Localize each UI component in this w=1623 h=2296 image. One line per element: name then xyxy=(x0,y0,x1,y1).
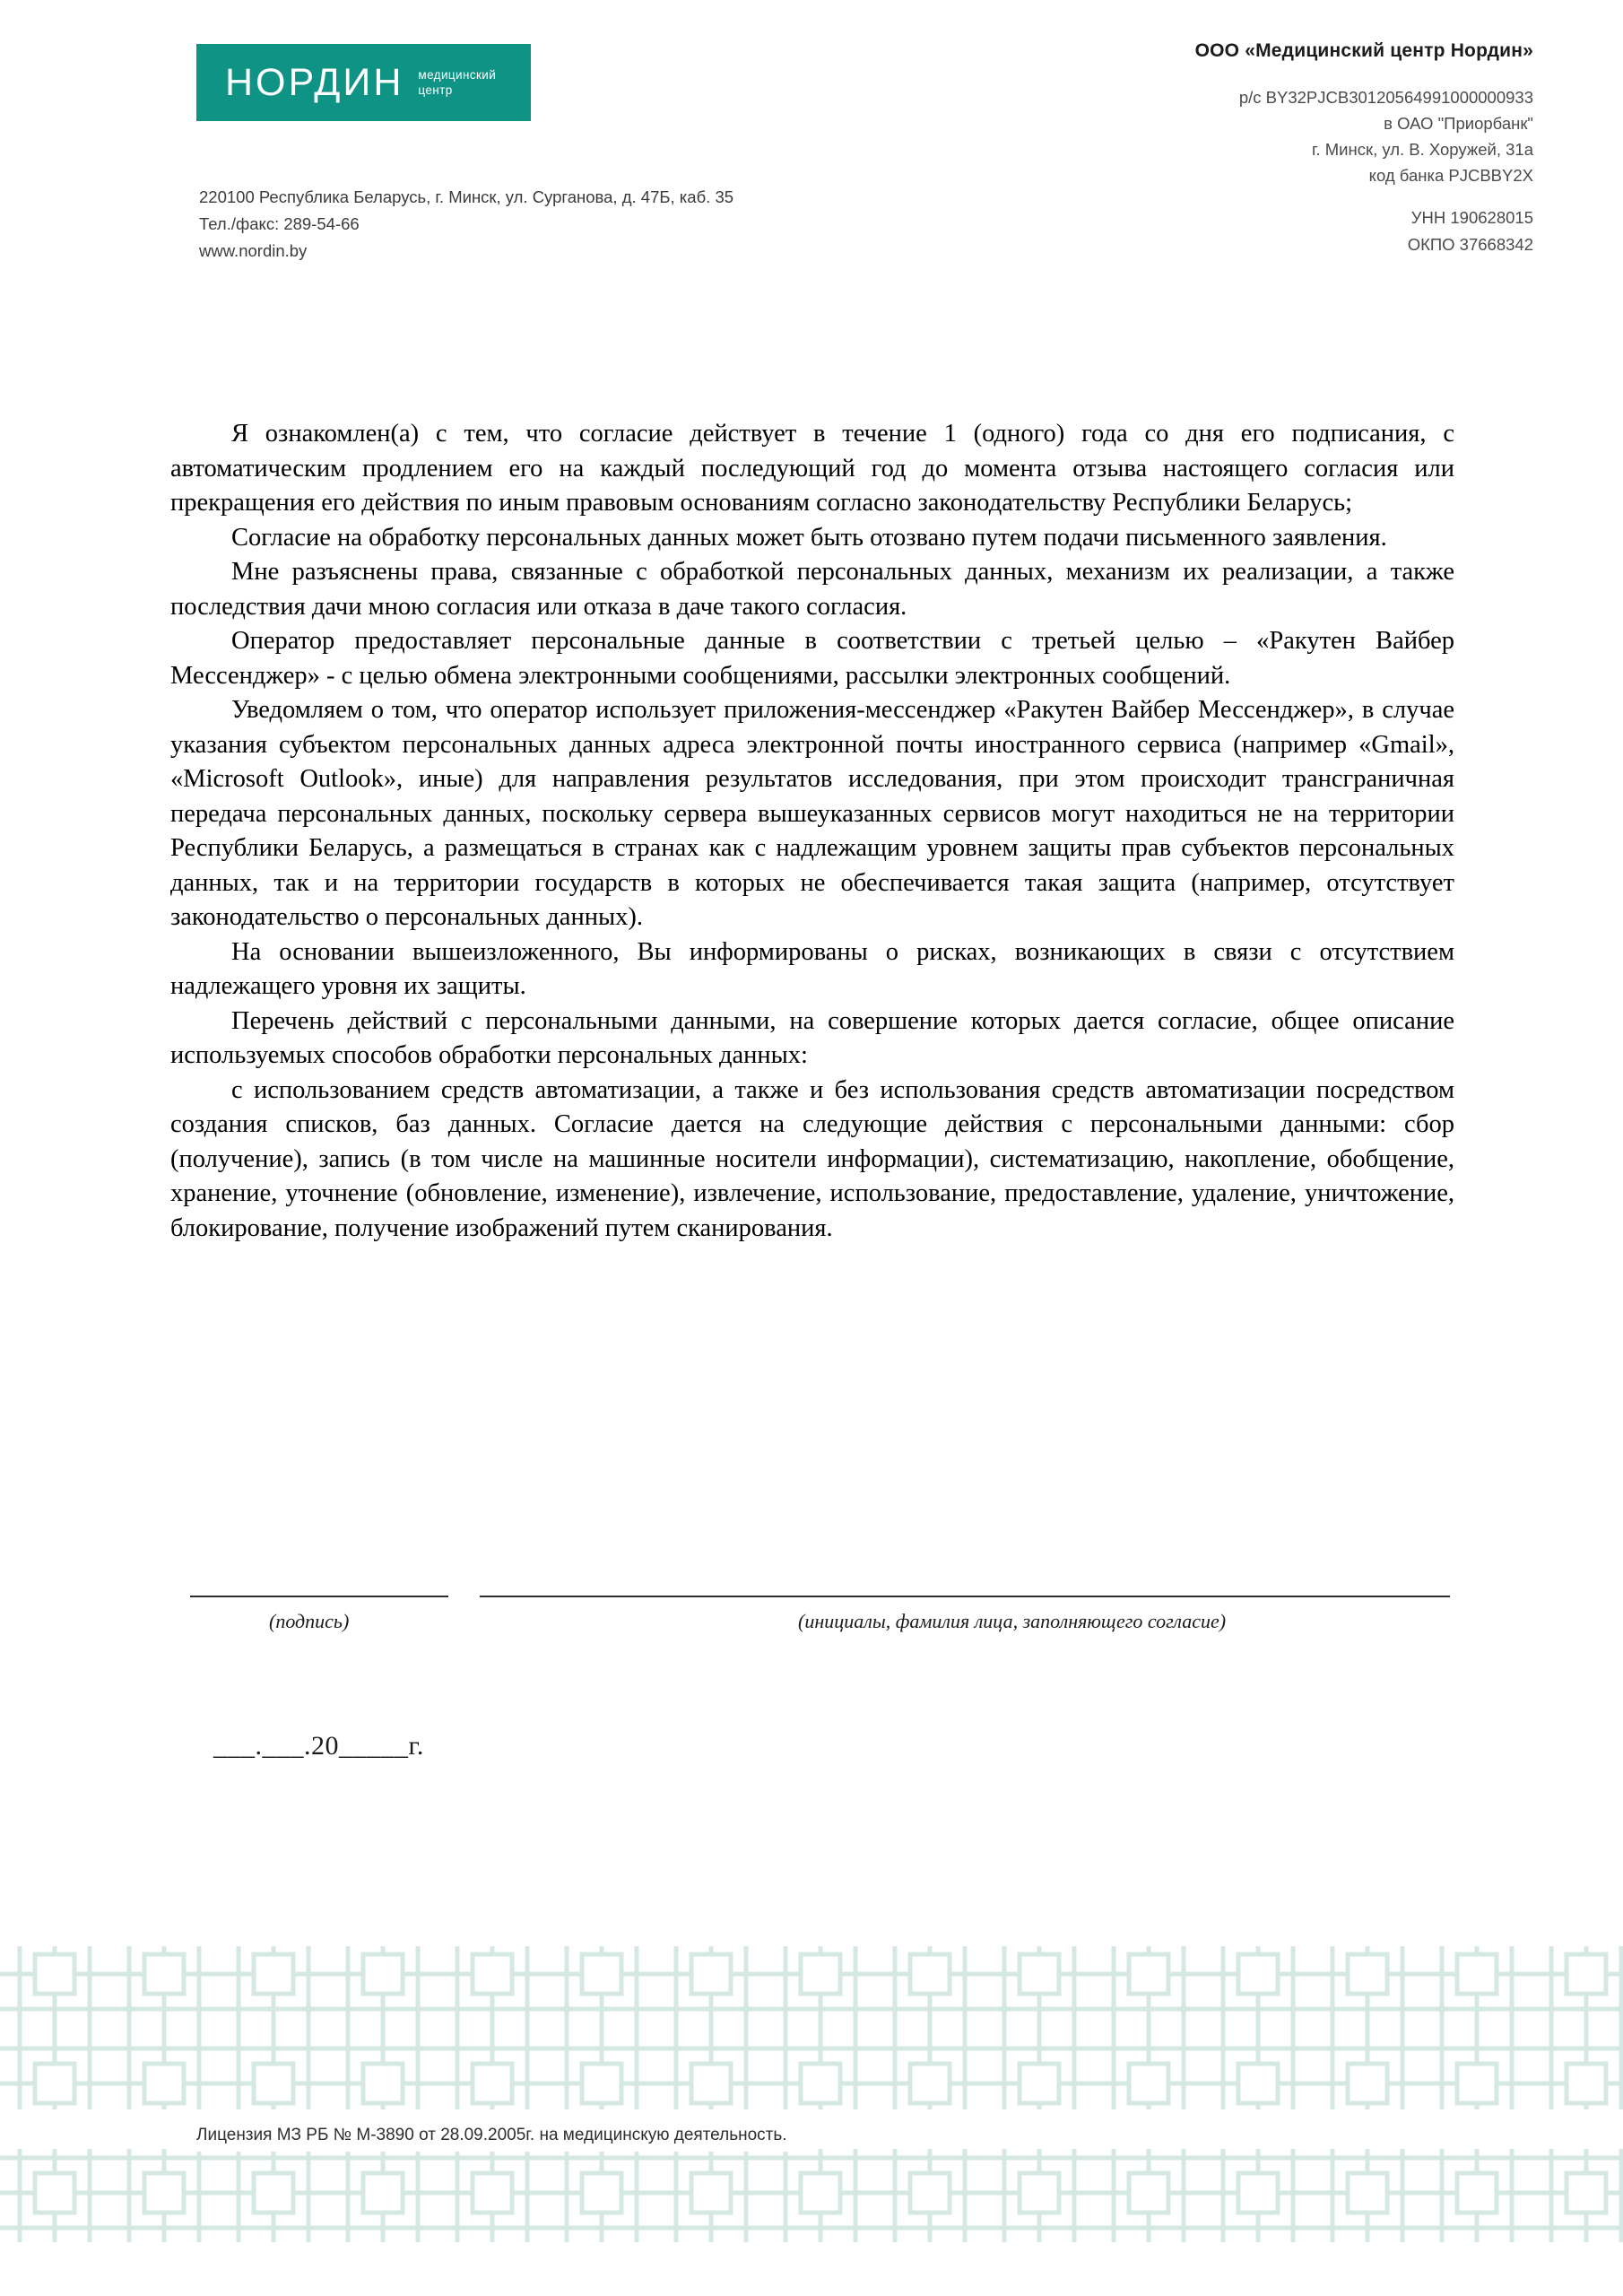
company-address-block xyxy=(199,184,733,265)
address-line: 220100 Республика Беларусь, г. Минск, ул. Сурганова, д. 47Б, каб. 35 xyxy=(199,187,734,206)
signature-captions xyxy=(170,1605,1454,1640)
logo-subtitle xyxy=(418,67,496,99)
company-bank-block xyxy=(1195,40,1533,188)
signature-area xyxy=(170,1574,1454,1640)
company-name: ООО «Медицинский центр Нордин» xyxy=(1194,40,1533,61)
full-name-line[interactable] xyxy=(480,1596,1450,1597)
paragraph: Перечень действий с персональными данными, на совершение которых дается согласие, общее описание используемых способов обработки персональных данных: xyxy=(170,1006,1454,1069)
date-field[interactable]: ___.___.20_____г. xyxy=(213,1731,424,1761)
bank-code: код банка PJCBBY2X xyxy=(1368,165,1533,185)
logo-subtitle-line2: центр xyxy=(418,83,453,97)
signature-line[interactable] xyxy=(190,1596,448,1597)
company-registration-block xyxy=(1408,204,1533,258)
paragraph: Уведомляем о том, что оператор использует приложения-мессенджер «Ракутен Вайбер Мессенджер», в случае указания субъектом персональных данных адреса электронной почты иностранного сервиса (например «Gmail», «Microsoft Outlook», иные) для направления результатов исследования, при этом происходит трансграничная передача персональных данных, поскольку сервера вышеуказанных сервисов могут находиться не на территории Республики Беларусь, а размещаться в странах как с надлежащим уровнем защиты прав субъектов персональных данных, так и на территории государств в которых не обеспечивается такая защита (например, отсутствует законодательство о персональных данных). xyxy=(170,696,1454,931)
bank-name: в ОАО "Приорбанк" xyxy=(1384,113,1533,133)
signature-rules xyxy=(170,1574,1454,1605)
paragraph: Мне разъяснены права, связанные с обработкой персональных данных, механизм их реализации, а также последствия дачи мною согласия или отказа в даче такого согласия. xyxy=(170,558,1454,621)
logo-wordmark: НОРДИН xyxy=(225,60,404,104)
website-line[interactable]: www.nordin.by xyxy=(199,240,308,260)
paragraph: Оператор предоставляет персональные данные в соответствии с третьей целью – «Ракутен Вайбер Мессенджер» - с целью обмена электронными сообщениями, рассылки электронных сообщений. xyxy=(170,627,1454,690)
signature-caption: (подпись) xyxy=(269,1610,350,1632)
document-body xyxy=(170,417,1454,1246)
decorative-pattern xyxy=(0,1919,1623,2296)
full-name-caption: (инициалы, фамилия лица, заполняющего согласие) xyxy=(798,1610,1227,1632)
phone-line: Тел./факс: 289-54-66 xyxy=(199,213,360,233)
unn-number: УНН 190628015 xyxy=(1410,208,1533,227)
paragraph: На основании вышеизложенного, Вы информированы о рисках, возникающих в связи с отсутствием надлежащего уровня их защиты. xyxy=(170,937,1454,1000)
paragraph: Я ознакомлен(а) с тем, что согласие действует в течение 1 (одного) года со дня его подписания, с автоматическим продлением его на каждый последующий год до момента отзыва настоящего согласия или прекращения его действия по иным правовым основаниям согласно законодательству Республики Беларусь; xyxy=(170,420,1454,517)
bank-account: р/с BY32PJCB30120564991000000933 xyxy=(1238,88,1533,107)
paragraph: Согласие на обработку персональных данных может быть отозвано путем подачи письменного заявления. xyxy=(231,523,1387,552)
logo-subtitle-line1: медицинский xyxy=(418,67,497,82)
letterhead xyxy=(0,0,1623,269)
license-text: Лицензия МЗ РБ № М-3890 от 28.09.2005г. на медицинскую деятельность. xyxy=(196,2119,798,2152)
nordin-logo xyxy=(196,44,531,121)
okpo-number: ОКПО 37668342 xyxy=(1407,234,1533,254)
footer xyxy=(0,1919,1623,2296)
bank-address: г. Минск, ул. В. Хоружей, 31а xyxy=(1312,139,1533,159)
paragraph: с использованием средств автоматизации, а также и без использования средств автоматизации посредством создания списков, баз данных. Согласие дается на следующие действия с персональными данными: сбор (получение), запись (в том числе на машинные носители информации), систематизацию, накопление, обобщение, хранение, уточнение (обновление, изменение), извлечение, использование, предоставление, удаление, уничтожение, блокирование, получение изображений путем сканирования. xyxy=(170,1075,1454,1242)
